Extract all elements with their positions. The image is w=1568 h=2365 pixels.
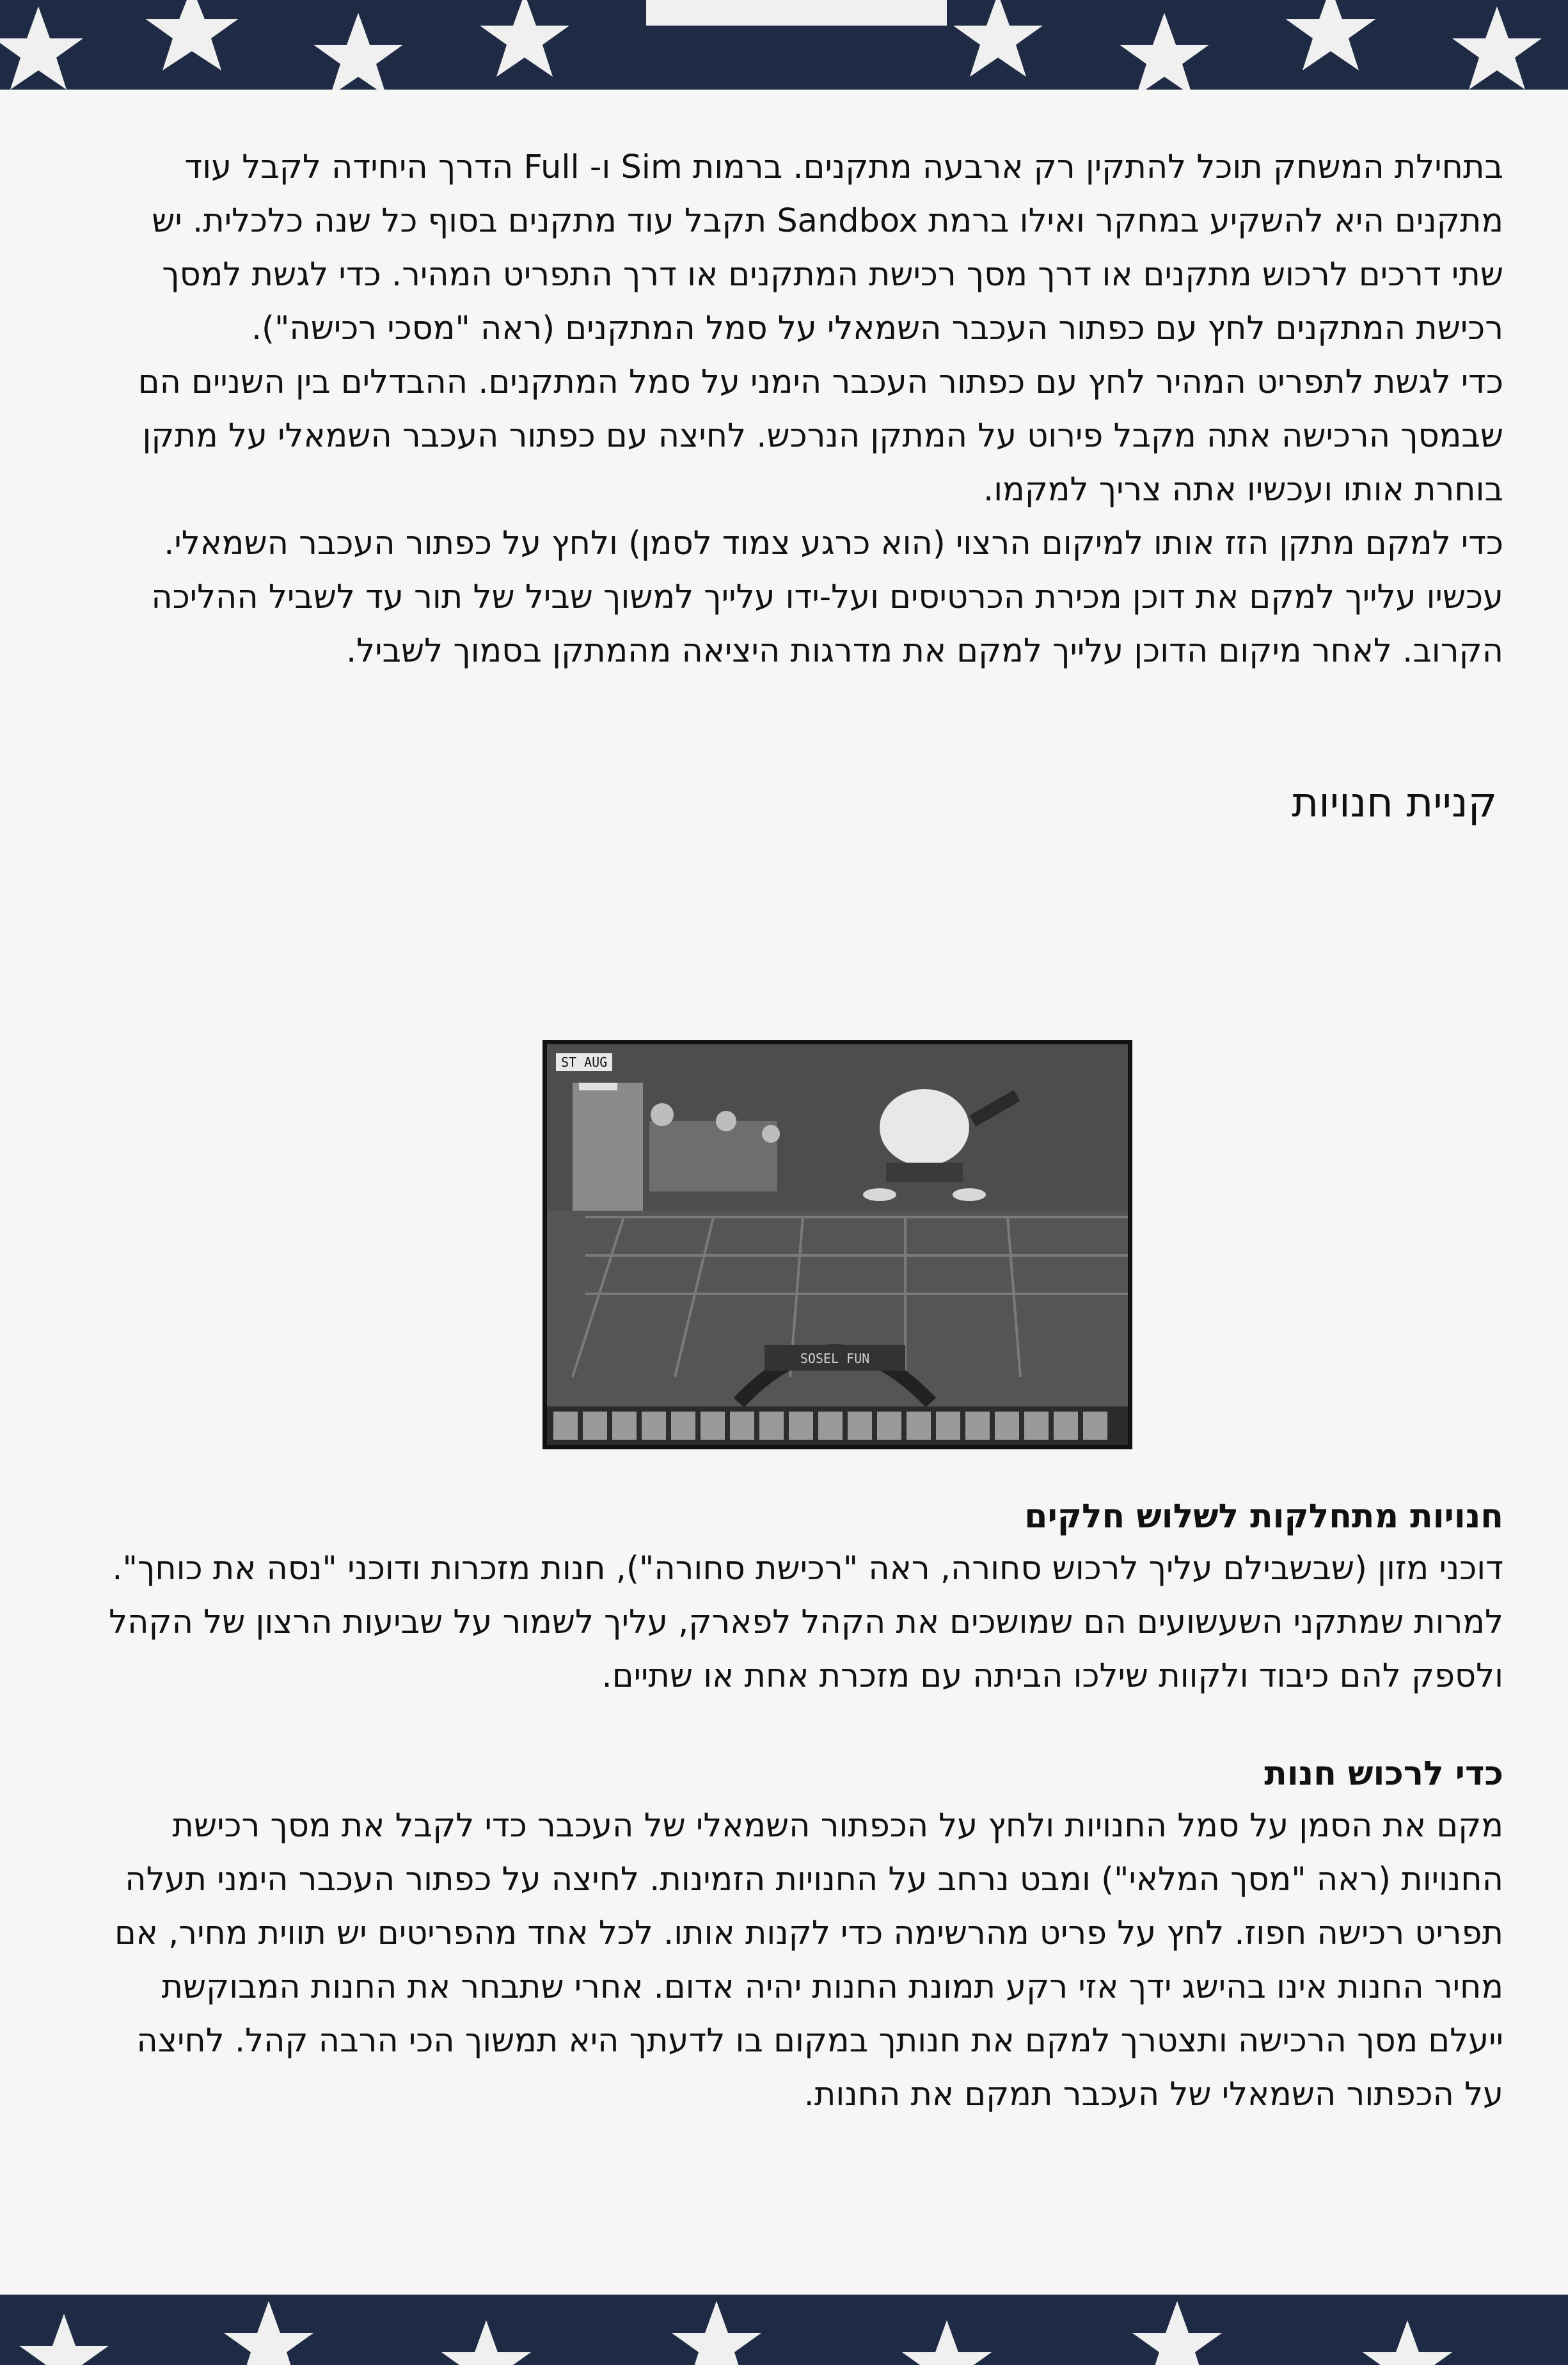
theme-park-scene-icon xyxy=(547,1044,1128,1445)
subsection-heading-shop-types: חנויות מתחלקות לשלוש חלקים xyxy=(1024,1497,1503,1536)
shops-sections xyxy=(96,1491,1503,2122)
subsection-body-shop-types: דוכני מזון (שבשבילם עליך לרכוש סחורה, ראה "רכישת סחורה"), חנות מזכרות ודוכני "נסה את כוחך". למרות שמתקני השעשועים הם שמושכים את הקהל לפארק, עליך לשמור על שביעות הרצון של הקהל ולספק להם כיבוד ולקוות שילכו הביתה עם מזכרת אחת או שתיים. xyxy=(109,1550,1503,1695)
star-pattern-icon xyxy=(0,0,1568,90)
intro-paragraph-3: כדי למקם מתקן הזז אותו למיקום הרצוי (הוא כרגע צמוד לסמן) ולחץ על כפתור העכבר השמאלי. עכשיו עלייך למקם את דוכן מכירת הכרטיסים ועל-ידו עלייך למשוך שביל של תור עד לשביל ההליכה הקרוב. לאחר מיקום הדוכן עלייך למקם את מדרגות היציאה מהמתקן בסמוך לשביל. xyxy=(151,525,1503,670)
bottom-star-banner xyxy=(0,2295,1568,2365)
intro-paragraph-2: כדי לגשת לתפריט המהיר לחץ עם כפתור העכבר הימני על סמל המתקנים. ההבדלים בין השניים הם שבמסך הרכישה אתה מקבל פירוט על המתקן הנרכש. לחיצה עם כפתור העכבר השמאלי על מתקן בוחרת אותו ועכשיו אתה צריך למקמו. xyxy=(138,363,1503,509)
subsection-heading-buy-shop: כדי לרכוש חנות xyxy=(1264,1755,1503,1793)
park-sign-text: SOSEL FUN xyxy=(800,1351,870,1366)
date-badge: ST AUG xyxy=(556,1053,612,1071)
intro-paragraph-1: בתחילת המשחק תוכל להתקין רק ארבעה מתקנים. ברמות Sim ו- Full הדרך היחידה לקבל עוד מתקנים היא להשקיע במחקר ואילו ברמת Sandbox תקבל עוד מתקנים בסוף כל שנה כלכלית. יש שתי דרכים לרכוש מתקנים או דרך מסך רכישת המתקנים או דרך התפריט המהיר. כדי לגשת למסך רכישת המתקנים לחץ עם כפתור העכבר השמאלי על סמל המתקנים (ראה "מסכי רכישה"). xyxy=(152,148,1503,347)
manual-page xyxy=(96,141,1503,832)
section-title: קניית חנויות xyxy=(1292,779,1497,827)
subsection-body-buy-shop: מקם את הסמן על סמל החנויות ולחץ על הכפתור השמאלי של העכבר כדי לקבל את מסך רכישת החנויות (ראה "מסך המלאי") ומבט נרחב על החנויות הזמינות. לחיצה על כפתור העכבר הימני תעלה תפריט רכישה חפוז. לחץ על פריט מהרשימה כדי לקנות אותו. לכל אחד מהפריטים יש תווית מחיר, אם מחיר החנות אינו בהישג ידך אזי רקע תמונת החנות יהיה אדום. אחרי שתבחר את החנות המבוקשת ייעלם מסך הרכישה ותצטרך למקם את חנותך במקום בו לדעתך היא תמשוך הכי הרבה קהל. לחיצה על הכפתור השמאלי של העכבר תמקם את החנות. xyxy=(114,1807,1503,2114)
top-star-banner xyxy=(0,0,1568,90)
star-pattern-icon xyxy=(0,2295,1568,2365)
game-screenshot xyxy=(542,1040,1132,1449)
section-spacer xyxy=(96,1703,1503,1748)
